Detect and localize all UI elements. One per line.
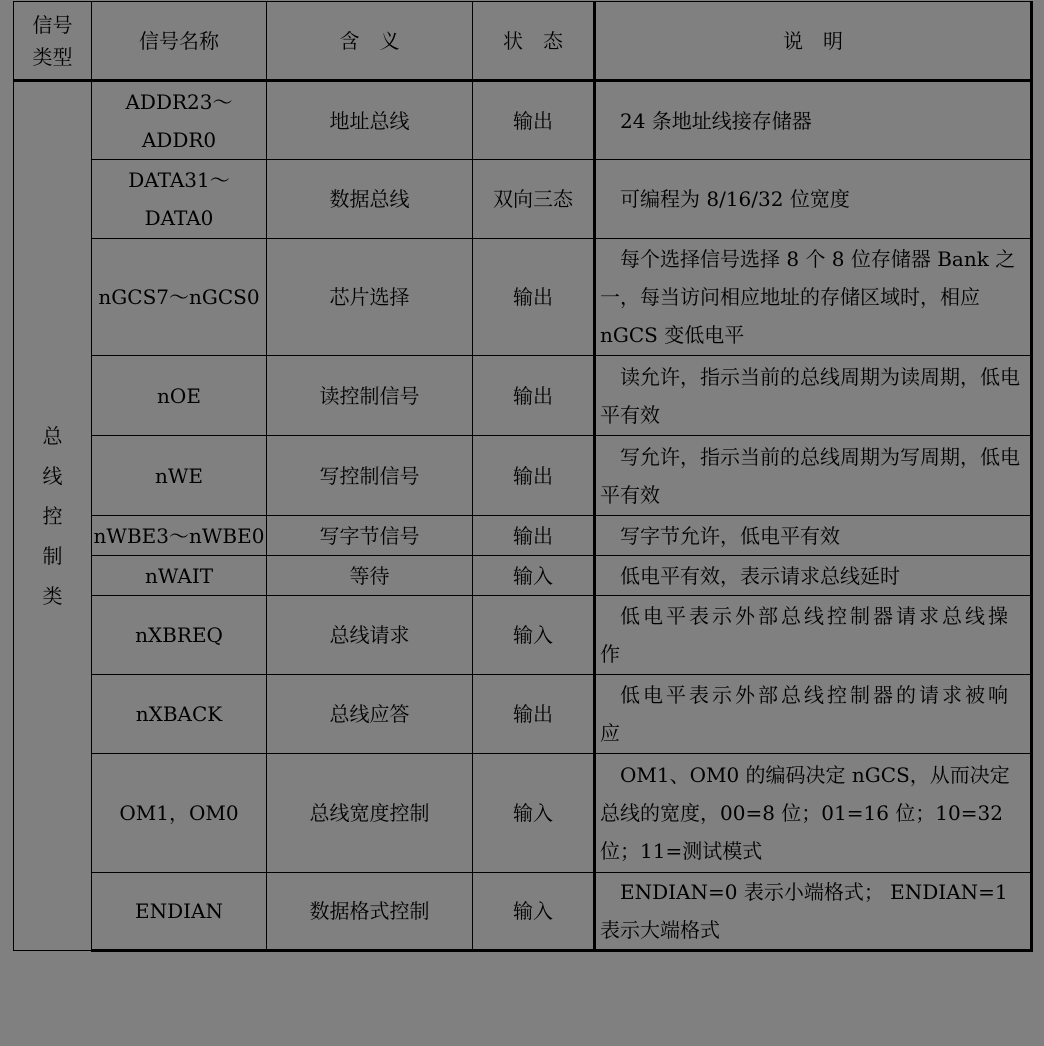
signal-desc: 读允许，指示当前的总线周期为读周期，低电平有效 <box>595 356 1032 436</box>
signal-name: nXBACK <box>92 675 267 754</box>
signal-meaning: 总线宽度控制 <box>267 754 473 873</box>
signal-desc: OM1、OM0 的编码决定 nGCS，从而决定总线的宽度，00=8 位；01=16 位；10=32 位；11=测试模式 <box>595 754 1032 873</box>
signal-name: DATA31～ DATA0 <box>92 160 267 239</box>
header-name: 信号名称 <box>92 2 267 81</box>
signal-meaning: 总线应答 <box>267 675 473 754</box>
signal-meaning: 数据格式控制 <box>267 873 473 951</box>
table-row <box>14 160 1032 239</box>
table-row <box>14 675 1032 754</box>
header-meaning: 含 义 <box>267 2 473 81</box>
signal-name: nWBE3～nWBE0 <box>92 516 267 556</box>
signal-desc: 每个选择信号选择 8 个 8 位存储器 Bank 之一，每当访问相应地址的存储区域时，相应 nGCS 变低电平 <box>595 239 1032 356</box>
signal-desc: ENDIAN=0 表示小端格式； ENDIAN=1 表示大端格式 <box>595 873 1032 951</box>
table-row <box>14 356 1032 436</box>
table-row <box>14 516 1032 556</box>
signal-state: 输入 <box>473 873 595 951</box>
table-row <box>14 556 1032 596</box>
header-type <box>14 2 92 81</box>
signal-name: ADDR23～ ADDR0 <box>92 81 267 160</box>
signal-desc: 写允许，指示当前的总线周期为写周期，低电平有效 <box>595 436 1032 516</box>
header-type-line1: 信号 <box>32 12 73 37</box>
signal-name: nWE <box>92 436 267 516</box>
signal-meaning: 写字节信号 <box>267 516 473 556</box>
signal-name: nGCS7～nGCS0 <box>92 239 267 356</box>
table-row <box>14 436 1032 516</box>
signal-name: nXBREQ <box>92 596 267 675</box>
signal-meaning: 等待 <box>267 556 473 596</box>
signal-name: ENDIAN <box>92 873 267 951</box>
table-row <box>14 239 1032 356</box>
signal-state: 输出 <box>473 436 595 516</box>
signal-state: 输入 <box>473 754 595 873</box>
signal-desc: 低电平有效，表示请求总线延时 <box>595 556 1032 596</box>
signal-meaning: 数据总线 <box>267 160 473 239</box>
signal-state: 输入 <box>473 556 595 596</box>
signal-meaning: 总线请求 <box>267 596 473 675</box>
signal-table <box>13 1 1033 952</box>
signal-name: nOE <box>92 356 267 436</box>
table-row <box>14 754 1032 873</box>
signal-state: 输出 <box>473 356 595 436</box>
signal-meaning: 地址总线 <box>267 81 473 160</box>
signal-meaning: 写控制信号 <box>267 436 473 516</box>
signal-state: 双向三态 <box>473 160 595 239</box>
table-row <box>14 873 1032 951</box>
signal-state: 输入 <box>473 596 595 675</box>
signal-desc: 24 条地址线接存储器 <box>595 81 1032 160</box>
signal-desc: 低电平表示外部总线控制器请求总线操作 <box>595 596 1032 675</box>
header-row <box>14 2 1032 81</box>
signal-meaning: 读控制信号 <box>267 356 473 436</box>
category-cell <box>14 81 92 951</box>
signal-desc: 写字节允许，低电平有效 <box>595 516 1032 556</box>
signal-name: OM1，OM0 <box>92 754 267 873</box>
signal-desc: 低电平表示外部总线控制器的请求被响应 <box>595 675 1032 754</box>
table-row <box>14 81 1032 160</box>
signal-meaning: 芯片选择 <box>267 239 473 356</box>
header-state: 状 态 <box>473 2 595 81</box>
signal-state: 输出 <box>473 239 595 356</box>
category-label: 总 线 控 制 类 <box>42 424 63 608</box>
signal-name: nWAIT <box>92 556 267 596</box>
table-row <box>14 596 1032 675</box>
signal-state: 输出 <box>473 675 595 754</box>
signal-state: 输出 <box>473 516 595 556</box>
header-type-line2: 类型 <box>32 44 73 69</box>
signal-desc: 可编程为 8/16/32 位宽度 <box>595 160 1032 239</box>
header-desc: 说 明 <box>595 2 1032 81</box>
signal-state: 输出 <box>473 81 595 160</box>
